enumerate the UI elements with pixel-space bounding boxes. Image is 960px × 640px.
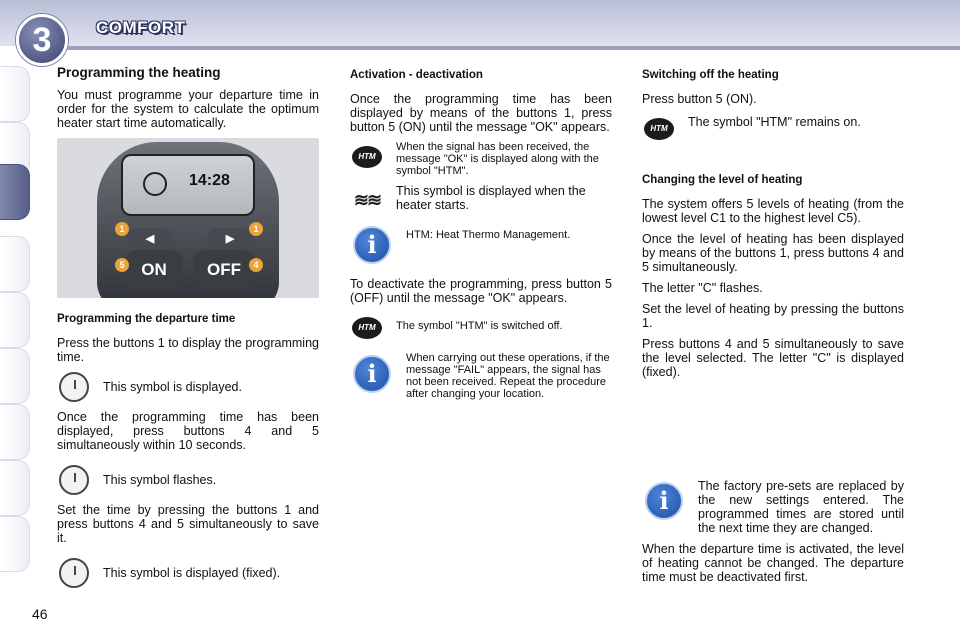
info-factory-presets [642,479,904,535]
htm-symbol-wrap [350,312,384,344]
paragraph-level-displayed: Once the level of heating has been displayed by means of the buttons 1, press buttons 4 and 5 simultaneously. [642,232,904,274]
htm-symbol-wrap [350,141,384,173]
intro-paragraph: You must programme your departure time in order for the system to calculate the optimum heater start time automatically. [57,88,319,130]
paragraph-c-flashes: The letter "C" flashes. [642,281,763,295]
symbol-text-fixed: This symbol is displayed (fixed). [103,566,281,580]
note-heater-starts [350,184,612,216]
timer-flashing-icon [59,465,89,495]
screen-time: 14:28 [189,172,230,189]
remote-control-photo [57,138,319,298]
symbol-row-fixed [57,557,319,589]
subsection-title-departure: Programming the departure time [57,313,236,325]
info-htm-definition [350,223,612,267]
right-arrow-button: ▶ [207,228,253,250]
heat-symbol-wrap [350,184,384,216]
paragraph-levels: The system offers 5 levels of heating (from the lowest level C1 to the highest level C5). [642,197,904,225]
paragraph-press-1: Press the buttons 1 to display the programming time. [57,336,319,364]
clock-icon [143,172,167,196]
section-title-activation: Activation - deactivation [350,69,483,81]
off-button: OFF [193,250,255,290]
info-fail-text: When carrying out these operations, if the message "FAIL" appears, the signal has not been received. Repeat the procedure after changing your location. [406,352,610,400]
info-htm-text: HTM: Heat Thermo Management. [406,229,571,241]
left-column [57,66,319,596]
info-presets-text: The factory pre-sets are replaced by the new settings entered. The programmed times are stored until the next time they are changed. [698,479,904,535]
paragraph-deactivation: To deactivate the programming, press button 5 (OFF) until the message "OK" appears. [350,277,612,305]
paragraph-save-level: Press buttons 4 and 5 simultaneously to save the level selected. The letter "C" is displayed (fixed). [642,337,904,379]
remote-screen [121,154,255,216]
middle-column [350,68,612,407]
badge-1-left: 1 [115,222,129,236]
right-column [642,68,904,591]
paragraph-press-4-5: Once the programming time has been displayed, press buttons 4 and 5 simultaneously within 10 seconds. [57,410,319,452]
timer-symbol-wrap [57,464,91,496]
chapter-number-badge: 3 [16,14,68,66]
timer-icon [59,372,89,402]
heating-icon: ≋≋ [353,190,381,210]
section-title-level: Changing the level of heating [642,174,803,186]
on-button: ON [125,250,183,290]
chapter-title: COMFORT [96,18,186,37]
timer-symbol-wrap [57,371,91,403]
chapter-tab-3-active[interactable] [0,164,30,220]
note-heater-text: This symbol is displayed when the heater starts. [396,184,586,212]
chapter-tab-8[interactable] [0,460,30,516]
paragraph-press-5: Press button 5 (ON). [642,92,757,106]
note-ok-text: When the signal has been received, the message "OK" is displayed along with the symbol "HTM". [396,141,599,177]
info-symbol-wrap [642,479,686,523]
symbol-text-flashes: This symbol flashes. [103,473,217,487]
symbol-row-flashes [57,464,319,496]
section-title-switching-off: Switching off the heating [642,69,779,81]
badge-5: 5 [115,258,129,272]
info-fail [350,352,612,400]
timer-symbol-wrap [57,557,91,589]
htm-icon: HTM [644,118,674,140]
badge-1-right: 1 [249,222,263,236]
info-icon: i [353,355,391,393]
htm-symbol-wrap [642,113,676,145]
header-rule [30,46,960,50]
note-htm-remains [642,113,904,145]
info-symbol-wrap [350,352,394,396]
symbol-text-displayed: This symbol is displayed. [103,380,242,394]
chapter-tab-5[interactable] [0,292,30,348]
info-icon: i [645,482,683,520]
info-symbol-wrap [350,223,394,267]
info-icon: i [353,226,391,264]
page-number: 46 [32,606,48,622]
paragraph-activation: Once the programming time has been displayed by means of the buttons 1, press button 5 (ON) until the message "OK" appears. [350,92,612,134]
note-htm-off-text: The symbol "HTM" is switched off. [396,320,563,332]
note-ok-received [350,141,612,177]
timer-fixed-icon [59,558,89,588]
left-arrow-button: ◀ [127,228,173,250]
paragraph-departure-active: When the departure time is activated, the level of heating cannot be changed. The departure time must be deactivated first. [642,542,904,584]
htm-icon: HTM [352,317,382,339]
note-htm-remains-text: The symbol "HTM" remains on. [688,115,861,129]
htm-icon: HTM [352,146,382,168]
paragraph-set-time: Set the time by pressing the buttons 1 and press buttons 4 and 5 simultaneously to save it. [57,503,319,545]
symbol-row-displayed [57,371,319,403]
chapter-tabs [0,66,34,576]
remote-control [97,142,279,298]
chapter-tab-1[interactable] [0,66,30,122]
chapter-tab-6[interactable] [0,348,30,404]
note-htm-off [350,312,612,344]
chapter-tab-7[interactable] [0,404,30,460]
chapter-tab-4[interactable] [0,236,30,292]
paragraph-set-level: Set the level of heating by pressing the buttons 1. [642,302,904,330]
badge-4: 4 [249,258,263,272]
section-title-programming: Programming the heating [57,65,221,80]
chapter-tab-9[interactable] [0,516,30,572]
